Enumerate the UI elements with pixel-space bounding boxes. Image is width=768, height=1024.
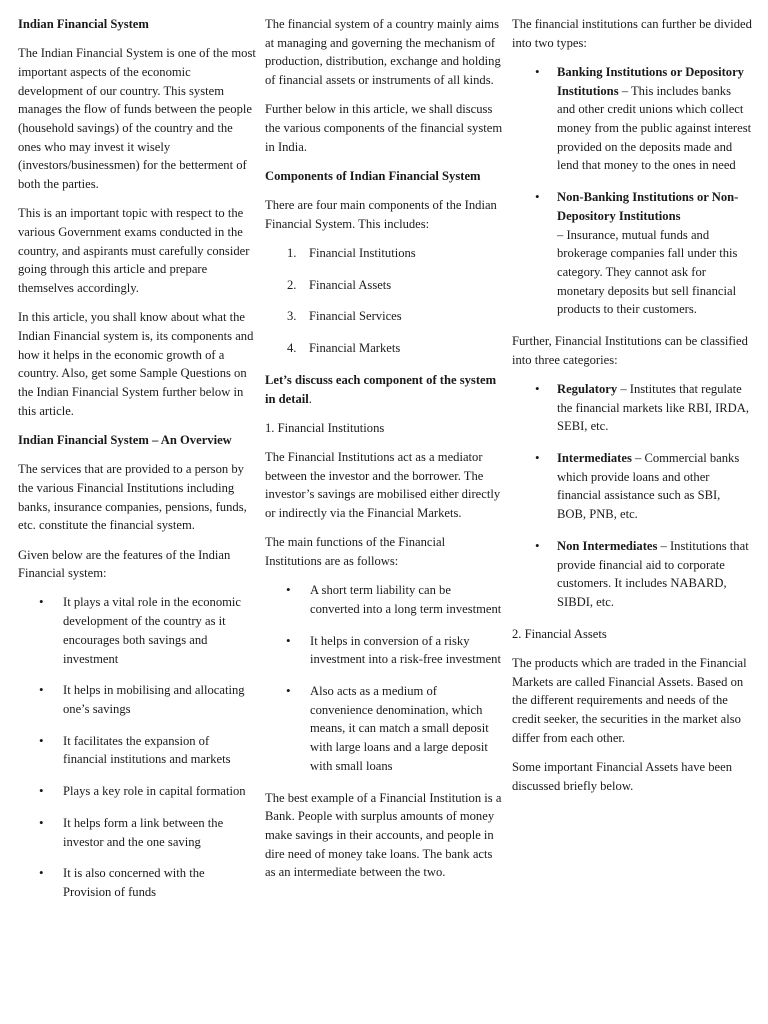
list-number: 3.: [287, 309, 297, 324]
bank-example-paragraph: The best example of a Financial Institution is a Bank. People with surplus amounts of money make savings in their accounts, and people in dire need of money take loans. The bank acts as an intermediate between the two.: [265, 790, 502, 880]
list-item: • It helps in conversion of a risky investment into a risk-free investment: [265, 632, 503, 669]
overview-heading: Indian Financial System – An Overview: [18, 433, 232, 448]
components-heading: Components of Indian Financial System: [265, 168, 481, 183]
list-item-label: Financial Institutions: [309, 246, 416, 261]
components-list: [265, 244, 503, 358]
list-item-desc: – Institutions that provide financial aid to corporate customers. It includes NABARD, SIBDI, etc.: [557, 538, 749, 609]
exam-relevance-paragraph: This is an important topic with respect to the various Government exams conducted in the country, and aspirants must carefully consider going through this article and prepare themselves accordingly.: [18, 206, 250, 296]
types-intro-paragraph: The financial institutions can further be divided into two types:: [512, 17, 752, 50]
intro-paragraph: The Indian Financial System is one of the most important aspects of the economic development of our country. This system manages the flow of funds between the people (household savings) of the country and the ones who may invest it wisely (investors/businessmen) for the betterment of both the parties.: [18, 46, 256, 192]
list-item-desc: This includes banks and other credit unions which collect money from the public against interest provided on the deposits made and lend that money to the ones in need: [557, 83, 752, 173]
list-item: [265, 276, 503, 295]
list-item: • It helps form a link between the investor and the one saving: [18, 814, 256, 851]
list-item-separator: –: [618, 83, 631, 98]
list-item: • It facilitates the expansion of financial institutions and markets: [18, 732, 256, 769]
list-item: [512, 63, 752, 175]
assets-intro-paragraph: Some important Financial Assets have been discussed briefly below.: [512, 759, 732, 793]
functions-intro-paragraph: The main functions of the Financial Institutions are as follows:: [265, 535, 446, 568]
section-heading-assets: 2. Financial Assets: [512, 626, 607, 641]
list-item: [265, 244, 503, 263]
institution-types-list: [512, 63, 752, 319]
list-item: • Also acts as a medium of convenience denomination, which means, it can match a small deposit with large loans and a large deposit with small loans: [265, 682, 503, 776]
list-item-label: Financial Services: [309, 309, 402, 324]
list-item: • It plays a vital role in the economic development of the country as it encourages both savings and investment: [18, 593, 256, 668]
list-item: [512, 188, 752, 319]
column-left: [18, 15, 256, 915]
list-item-desc: – Commercial banks which provide loans and other financial assistance such as SBI, BOB, PNB, etc.: [557, 451, 740, 522]
institutions-mediator-paragraph: The Financial Institutions act as a mediator between the investor and the borrower. The investor’s savings are mobilised either directly or indirectly via the Financial Markets.: [265, 449, 501, 521]
column-right: [512, 15, 752, 806]
list-item: [265, 339, 503, 358]
services-paragraph: The services that are provided to a person by the various Financial Institutions including banks, insurance companies, pensions, funds, etc. constitute the financial system.: [18, 462, 247, 533]
column-middle: [265, 15, 503, 893]
list-item-label: Financial Markets: [309, 341, 401, 356]
list-item: • Plays a key role in capital formation: [18, 782, 256, 801]
page-title: Indian Financial System: [18, 17, 149, 31]
functions-list: [265, 581, 503, 775]
components-intro-paragraph: Further below in this article, we shall discuss the various components of the financial system in India.: [265, 102, 503, 154]
discuss-heading-paragraph: [265, 371, 503, 408]
features-list: [18, 593, 256, 901]
list-item: • A short term liability can be converted into a long term investment: [265, 581, 503, 618]
list-item: [512, 380, 752, 436]
categories-list: [512, 380, 752, 612]
list-item-term: Intermediates: [557, 451, 632, 466]
assets-definition-paragraph: The products which are traded in the Financial Markets are called Financial Assets. Based on the different requirements and needs of the credit seeker, the securities in the market also differ from each other.: [512, 655, 747, 745]
list-number: 4.: [287, 341, 297, 356]
discuss-heading-period: .: [308, 391, 312, 406]
list-number: 1.: [287, 246, 297, 261]
list-item-term: Banking Institutions or Depository Institutions: [557, 64, 744, 98]
system-aims-paragraph: The financial system of a country mainly aims at managing and governing the mechanism of production, distribution, exchange and holding of financial assets or instruments of all kinds.: [265, 17, 501, 88]
list-item: [265, 307, 503, 326]
list-item-term: Non-Banking Institutions or Non-Depository Institutions: [557, 190, 739, 223]
discuss-heading: Let’s discuss each component of the system in detail: [265, 372, 497, 406]
list-item: [512, 537, 752, 612]
categories-intro-paragraph: Further, Financial Institutions can be classified into three categories:: [512, 334, 748, 367]
features-intro-paragraph: Given below are the features of the Indian Financial system:: [18, 547, 231, 581]
list-item-term: Non Intermediates: [557, 538, 658, 553]
section-heading-institutions: 1. Financial Institutions: [265, 420, 385, 435]
list-item: [512, 449, 752, 524]
list-item: • It is also concerned with the Provision of funds: [18, 864, 256, 901]
list-item-label: Financial Assets: [309, 277, 392, 292]
list-item-term: Regulatory: [557, 381, 618, 396]
four-components-paragraph: There are four main components of the Indian Financial System. This includes:: [265, 198, 497, 231]
article-scope-paragraph: In this article, you shall know about what the Indian Financial system is, its components and how it helps in the economic growth of a country. Also, get some Sample Questions on the Indian Financial System further below in this article.: [18, 310, 254, 418]
list-item: • It helps in mobilising and allocating one’s savings: [18, 681, 256, 718]
list-item-desc: – Insurance, mutual funds and brokerage companies fall under this category. They cannot ask for monetary deposits but sell financial products to their customers.: [557, 227, 738, 317]
list-item-desc: – Institutes that regulate the financial markets like RBI, IRDA, SEBI, etc.: [557, 381, 750, 434]
list-number: 2.: [287, 277, 297, 292]
